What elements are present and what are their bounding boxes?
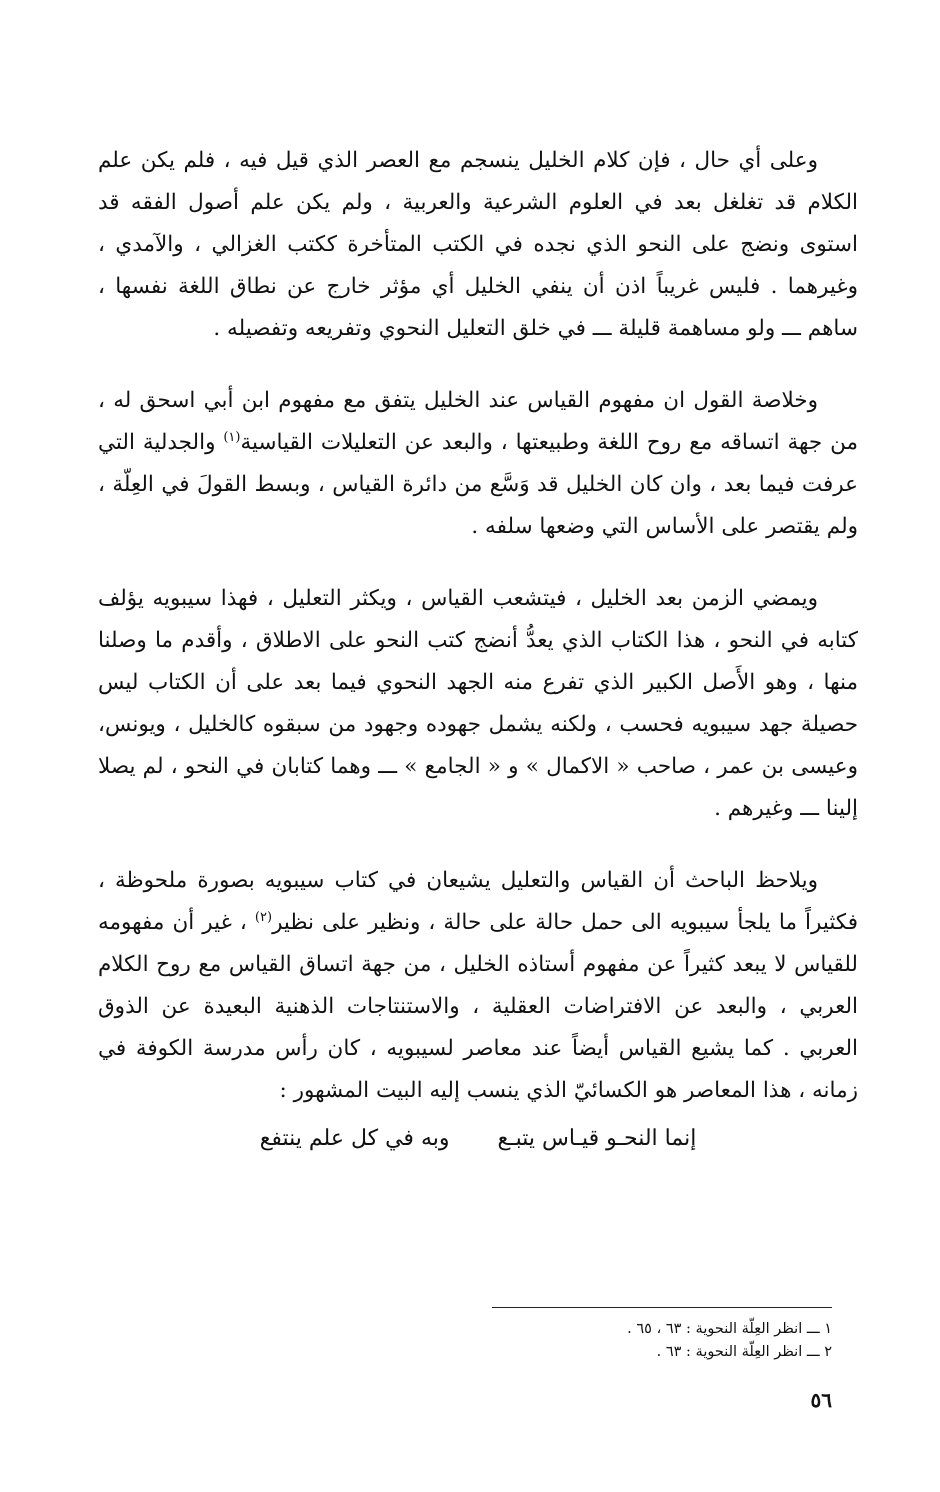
verse-second-hemistich: وبه في كل علم ينتفع	[259, 1126, 450, 1151]
paragraph-4-text-after: ، غير أن مفهومه للقياس لا يبعد كثيراً عن مفهوم أستاذه الخليل ، من جهة اتساق القياس مع روح الكلام العربي ، والبعد عن الافتراضات العقلية ، والاستنتاجات الذهنية البعيدة عن الذوق العربي . كما يشيع القياس أيضاً عند معاصر لسيبويه ، كان رأس مدرسة الكوفة في زمانه ، هذا المعاصر هو الكسائيّ الذي ينسب إليه البيت المشهور :	[98, 910, 858, 1103]
footnote-reference-2: (٢)	[254, 909, 273, 925]
paragraph-4-text-before: ويلاحظ الباحث أن القياس والتعليل يشيعان في كتاب سيبويه بصورة ملحوظة ، فكثيراً ما يلجأ سيبويه الى حمل حالة على حالة ، ونظير على نظير	[98, 868, 858, 935]
paragraph-1-text: وعلى أي حال ، فإن كلام الخليل ينسجم مع العصر الذي قيل فيه ، فلم يكن علم الكلام قد تغلغل بعد في العلوم الشرعية والعربية ، ولم يكن علم أصول الفقه قد استوى ونضج على النحو الذي نجده في الكتب المتأخرة ككتب الغزالي ، والآمدي ، وغيرهما . فليس غريباً اذن أن ينفي الخليل أي مؤثر خارج عن نطاق اللغة نفسها ، ساهم ـــ ولو مساهمة قليلة ـــ في خلق التعليل النحوي وتفريعه وتفصيله .	[98, 148, 858, 341]
paragraph-3-text: ويمضي الزمن بعد الخليل ، فيتشعب القياس ، ويكثر التعليل ، فهذا سيبويه يؤلف كتابه في النحو ، هذا الكتاب الذي يعدُّ أنضج كتب النحو على الاطلاق ، وأقدم ما وصلنا منها ، وهو الأَصل الكبير الذي تفرع منه الجهد النحوي فيما بعد على أن الكتاب ليس حصيلة جهد سيبويه فحسب ، ولكنه يشمل جهوده وجهود من سبقوه كالخليل ، ويونس، وعيسى بن عمر ، صاحب « الاكمال » و « الجامع » ـــ وهما كتابان في النحو ، لم يصلا إلينا ـــ وغيرهم .	[98, 586, 858, 821]
verse-first-hemistich: إنما النحـو قيـاس يتبـع	[497, 1126, 697, 1151]
paragraph-3	[98, 578, 858, 830]
paragraph-4	[98, 860, 858, 1112]
poetry-verse	[98, 1118, 858, 1160]
paragraph-2-text-before: وخلاصة القول ان مفهوم القياس عند الخليل يتفق مع مفهوم ابن أبي اسحق له ، من جهة اتساقه مع روح اللغة وطبيعتها ، والبعد عن التعليلات القياسية	[98, 388, 858, 455]
footnote-1: ١ ـــ انظر العِلّة النحوية : ٦٣ ، ٦٥ .	[627, 1321, 832, 1337]
footnotes	[232, 1318, 832, 1364]
footnote-reference-1: (١)	[223, 429, 241, 445]
body-text	[98, 140, 858, 1160]
footnote-2: ٢ ـــ انظر العِلّة النحوية : ٦٣ .	[656, 1344, 832, 1360]
footnote-separator	[492, 1307, 832, 1308]
paragraph-2	[98, 380, 858, 548]
paragraph-2-text-after: والجدلية التي عرفت فيما بعد ، وان كان الخليل قد وَسَّع من دائرة القياس ، وبسط القولَ في العِلّة ، ولم يقتصر على الأساس التي وضعها سلفه .	[98, 430, 858, 539]
paragraph-1	[98, 140, 858, 350]
page-number: ٥٦	[810, 1388, 832, 1412]
